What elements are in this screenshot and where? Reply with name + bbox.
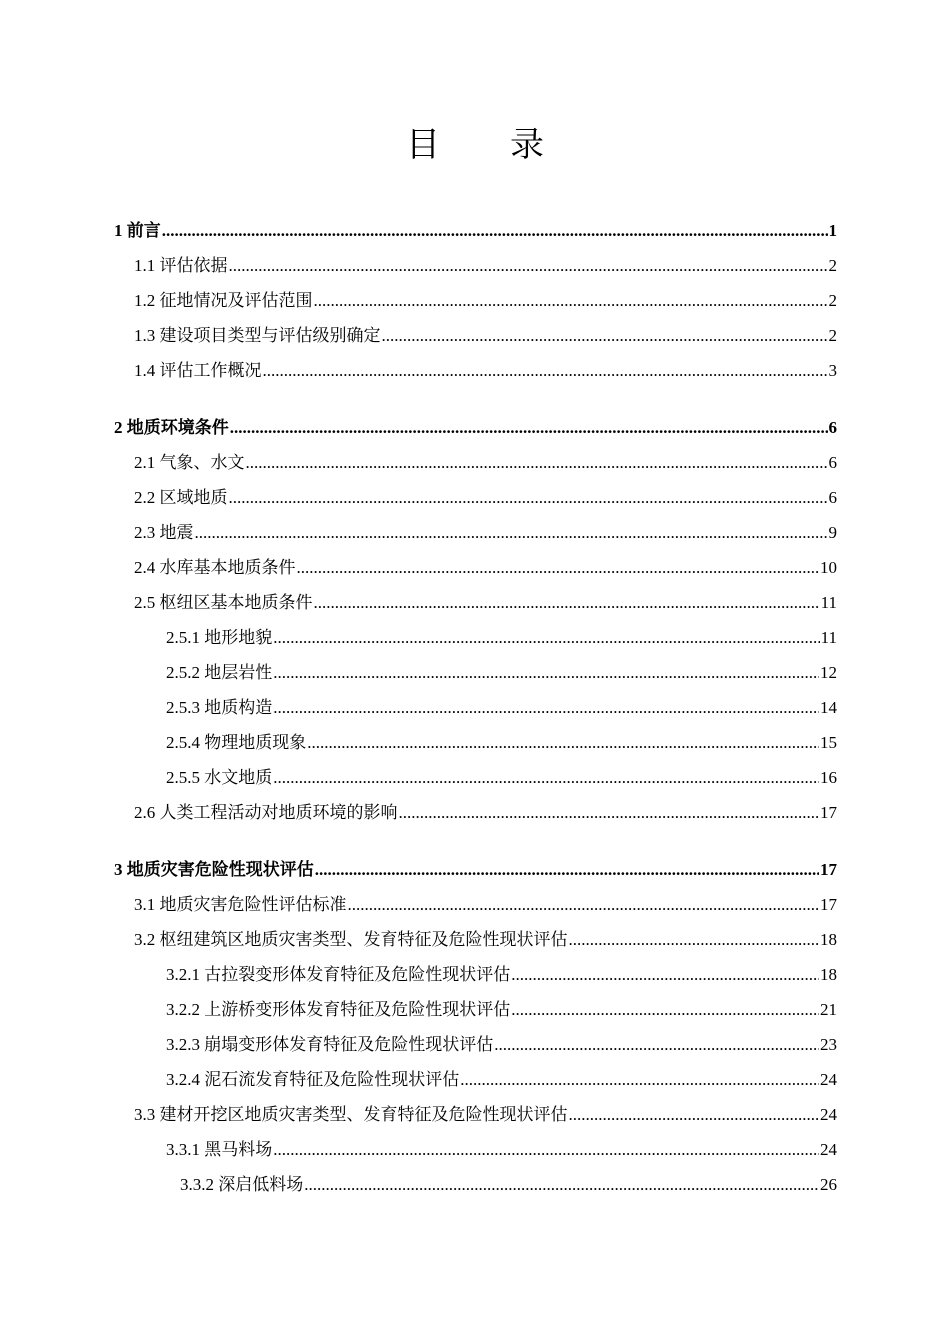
toc-entry-label: 1.4 评估工作概况	[134, 361, 262, 380]
toc-entry-label: 2.3 地震	[134, 523, 194, 542]
toc-leader-dots	[314, 590, 820, 616]
toc-entry-2-6[interactable]	[134, 800, 837, 826]
toc-page-number: 10	[820, 558, 837, 577]
toc-leader-dots	[314, 288, 828, 314]
toc-entry-label: 2.5.2 地层岩性	[166, 663, 273, 682]
toc-page-number: 6	[828, 418, 837, 437]
toc-page-number: 6	[828, 488, 837, 507]
toc-leader-dots	[511, 962, 819, 988]
toc-entry-2-5-3[interactable]	[166, 695, 837, 721]
toc-entry-3-2-3[interactable]	[166, 1032, 837, 1058]
toc-page-number: 16	[820, 768, 837, 787]
toc-page-number: 2	[828, 291, 837, 310]
toc-leader-dots	[382, 323, 828, 349]
toc-page-number: 26	[820, 1175, 837, 1194]
toc-leader-dots	[273, 695, 819, 721]
toc-page-number: 11	[820, 628, 837, 647]
toc-entry-2-5-4[interactable]	[166, 730, 837, 756]
toc-entry-label: 1 前言	[114, 221, 161, 240]
toc-page-number: 24	[820, 1105, 837, 1124]
toc-page-number: 11	[820, 593, 837, 612]
toc-entry-label: 2.5.5 水文地质	[166, 768, 273, 787]
toc-page-number: 17	[820, 895, 837, 914]
toc-page-number: 18	[820, 930, 837, 949]
toc-entry-label: 3.2.4 泥石流发育特征及危险性现状评估	[166, 1070, 460, 1089]
toc-entry-label: 2.2 区域地质	[134, 488, 228, 507]
toc-leader-dots	[162, 218, 828, 244]
toc-entry-label: 3.3 建材开挖区地质灾害类型、发育特征及危险性现状评估	[134, 1105, 568, 1124]
toc-entry-label: 2.5.1 地形地貌	[166, 628, 273, 647]
toc-leader-dots	[297, 555, 820, 581]
toc-entry-3-2[interactable]	[134, 927, 837, 953]
toc-leader-dots	[195, 520, 828, 546]
toc-entry-2-5-2[interactable]	[166, 660, 837, 686]
toc-entry-1-2[interactable]	[134, 288, 837, 314]
toc-entry-label: 1.2 征地情况及评估范围	[134, 291, 313, 310]
toc-entry-1[interactable]	[114, 218, 837, 244]
toc-entry-2-5-5[interactable]	[166, 765, 837, 791]
toc-page-number: 6	[828, 453, 837, 472]
toc-entry-label: 2.5.3 地质构造	[166, 698, 273, 717]
toc-page-number: 23	[820, 1035, 837, 1054]
toc-entry-label: 2.1 气象、水文	[134, 453, 245, 472]
toc-entry-3-3[interactable]	[134, 1102, 837, 1128]
toc-leader-dots	[315, 857, 819, 883]
toc-entry-2-1[interactable]	[134, 450, 837, 476]
toc-entry-label: 2.5.4 物理地质现象	[166, 733, 307, 752]
toc-entry-3-2-4[interactable]	[166, 1067, 837, 1093]
toc-page-number: 21	[820, 1000, 837, 1019]
toc-page-number: 2	[828, 256, 837, 275]
toc-entry-2-3[interactable]	[134, 520, 837, 546]
toc-entry-3[interactable]	[114, 857, 837, 883]
title-char-1: 目	[406, 125, 440, 165]
toc-entry-3-2-1[interactable]	[166, 962, 837, 988]
toc-leader-dots	[569, 927, 820, 953]
toc-entry-label: 3.2.3 崩塌变形体发育特征及危险性现状评估	[166, 1035, 494, 1054]
toc-entry-label: 3 地质灾害危险性现状评估	[114, 860, 314, 879]
toc-entry-2[interactable]	[114, 415, 837, 441]
toc-entry-3-2-2[interactable]	[166, 997, 837, 1023]
toc-entry-label: 1.1 评估依据	[134, 256, 228, 275]
toc-leader-dots	[511, 997, 819, 1023]
toc-entry-label: 2.5 枢纽区基本地质条件	[134, 593, 313, 612]
title-char-2: 录	[510, 125, 544, 165]
toc-entry-label: 2.4 水库基本地质条件	[134, 558, 296, 577]
toc-leader-dots	[569, 1102, 820, 1128]
toc-page-number: 24	[820, 1070, 837, 1089]
toc-leader-dots	[229, 253, 828, 279]
toc-leader-dots	[229, 485, 828, 511]
toc-entry-3-1[interactable]	[134, 892, 837, 918]
toc-entry-2-4[interactable]	[134, 555, 837, 581]
toc-page-number: 18	[820, 965, 837, 984]
toc-leader-dots	[304, 1172, 819, 1198]
toc-entry-3-3-1[interactable]	[166, 1137, 837, 1163]
toc-entry-label: 2 地质环境条件	[114, 418, 229, 437]
toc-entry-2-2[interactable]	[134, 485, 837, 511]
toc-entry-label: 3.2.2 上游桥变形体发育特征及危险性现状评估	[166, 1000, 511, 1019]
toc-leader-dots	[307, 730, 819, 756]
toc-page-number: 3	[828, 361, 837, 380]
toc-page-number: 15	[820, 733, 837, 752]
toc-entry-1-1[interactable]	[134, 253, 837, 279]
toc-leader-dots	[399, 800, 820, 826]
toc-entry-label: 2.6 人类工程活动对地质环境的影响	[134, 803, 398, 822]
toc-leader-dots	[273, 660, 819, 686]
toc-leader-dots	[246, 450, 828, 476]
toc-entry-3-3-2[interactable]	[180, 1172, 837, 1198]
toc-entry-label: 1.3 建设项目类型与评估级别确定	[134, 326, 381, 345]
toc-page-number: 1	[828, 221, 837, 240]
toc-leader-dots	[348, 892, 820, 918]
toc-leader-dots	[273, 1137, 819, 1163]
toc-page-number: 17	[820, 803, 837, 822]
toc-entry-2-5-1[interactable]	[166, 625, 837, 651]
toc-page-number: 9	[828, 523, 837, 542]
toc-page-number: 24	[820, 1140, 837, 1159]
toc-page-number: 2	[828, 326, 837, 345]
toc-leader-dots	[460, 1067, 819, 1093]
toc-leader-dots	[494, 1032, 819, 1058]
toc-entry-1-3[interactable]	[134, 323, 837, 349]
toc-entry-label: 3.1 地质灾害危险性评估标准	[134, 895, 347, 914]
toc-page-number: 14	[820, 698, 837, 717]
toc-page-number: 12	[820, 663, 837, 682]
toc-entry-1-4[interactable]	[134, 358, 837, 384]
toc-leader-dots	[273, 765, 819, 791]
toc-entry-label: 3.3.1 黑马料场	[166, 1140, 273, 1159]
toc-entry-label: 3.3.2 深启低料场	[180, 1175, 304, 1194]
toc-leader-dots	[263, 358, 828, 384]
toc-leader-dots	[230, 415, 828, 441]
toc-entry-2-5[interactable]	[134, 590, 837, 616]
toc-leader-dots	[273, 625, 819, 651]
toc-entry-label: 3.2 枢纽建筑区地质灾害类型、发育特征及危险性现状评估	[134, 930, 568, 949]
toc-page-number: 17	[820, 860, 837, 879]
toc-entry-label: 3.2.1 古拉裂变形体发育特征及危险性现状评估	[166, 965, 511, 984]
